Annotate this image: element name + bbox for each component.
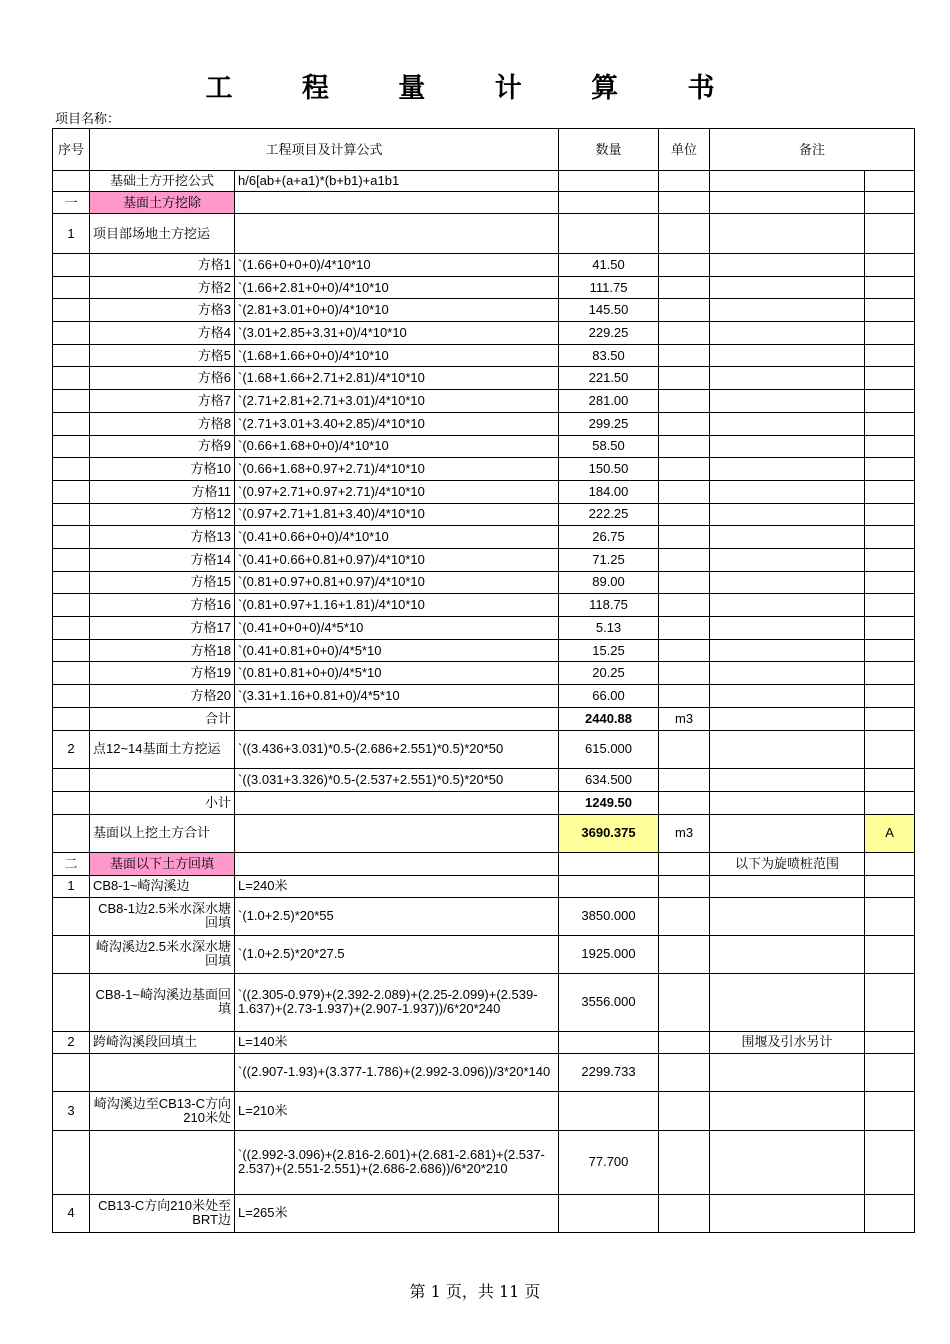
grid-label: 方格16 xyxy=(90,594,235,617)
grid-qty: 118.75 xyxy=(559,594,659,617)
item-name: 项目部场地土方挖运 xyxy=(90,214,235,254)
fill-row xyxy=(53,897,915,935)
grid-qty: 41.50 xyxy=(559,254,659,277)
item-row xyxy=(53,214,915,254)
calculation-table xyxy=(52,128,915,1233)
header-unit: 单位 xyxy=(659,129,710,171)
grid-qty: 20.25 xyxy=(559,662,659,685)
grid-label: 方格4 xyxy=(90,322,235,345)
grid-formula: `(0.81+0.97+0.81+0.97)/4*10*10 xyxy=(235,571,559,594)
fill-row xyxy=(53,1053,915,1091)
grid-label: 方格7 xyxy=(90,390,235,413)
grid-row xyxy=(53,322,915,345)
grid-formula: `(1.68+1.66+2.71+2.81)/4*10*10 xyxy=(235,367,559,390)
fill-formula: `((2.992-3.096)+(2.816-2.601)+(2.681-2.681)+(2.537-2.537)+(2.551-2.551)+(2.686-2.686))/6*20*210 xyxy=(235,1130,559,1194)
grid-formula: `(3.01+2.85+3.31+0)/4*10*10 xyxy=(235,322,559,345)
item-row xyxy=(53,730,915,768)
fill-qty: 1925.000 xyxy=(559,935,659,973)
section-note: 以下为旋喷桩范围 xyxy=(710,852,865,875)
grid-label: 方格19 xyxy=(90,662,235,685)
grid-formula: `(1.66+2.81+0+0)/4*10*10 xyxy=(235,276,559,299)
fill-length: L=140米 xyxy=(235,1031,559,1053)
grid-formula: `(3.31+1.16+0.81+0)/4*5*10 xyxy=(235,685,559,708)
section-row xyxy=(53,852,915,875)
grid-qty: 111.75 xyxy=(559,276,659,299)
section-no: 二 xyxy=(53,852,90,875)
header-qty: 数量 xyxy=(559,129,659,171)
grid-row xyxy=(53,458,915,481)
fill-row xyxy=(53,935,915,973)
grid-row xyxy=(53,503,915,526)
grid-label: 方格14 xyxy=(90,548,235,571)
grid-qty: 229.25 xyxy=(559,322,659,345)
grid-label: 方格11 xyxy=(90,480,235,503)
grid-qty: 66.00 xyxy=(559,685,659,708)
formula-label: 基础土方开挖公式 xyxy=(90,171,235,192)
grid-label: 方格3 xyxy=(90,299,235,322)
grid-qty: 150.50 xyxy=(559,458,659,481)
fill-formula: `((2.305-0.979)+(2.392-2.089)+(2.25-2.099)+(2.539-1.637)+(2.73-1.937)+(2.907-1.937))/6*20*240 xyxy=(235,973,559,1031)
grid-formula: `(2.71+2.81+2.71+3.01)/4*10*10 xyxy=(235,390,559,413)
grid-qty: 221.50 xyxy=(559,367,659,390)
fill-qty: 77.700 xyxy=(559,1130,659,1194)
item-formula: `((3.436+3.031)*0.5-(2.686+2.551)*0.5)*20*50 xyxy=(235,730,559,768)
fill-formula: `(1.0+2.5)*20*27.5 xyxy=(235,935,559,973)
grid-row xyxy=(53,276,915,299)
grid-row xyxy=(53,662,915,685)
formula-row xyxy=(53,171,915,192)
grid-qty: 89.00 xyxy=(559,571,659,594)
header-item: 工程项目及计算公式 xyxy=(90,129,559,171)
grid-formula: `(2.81+3.01+0+0)/4*10*10 xyxy=(235,299,559,322)
grid-formula: `(0.41+0.66+0+0)/4*10*10 xyxy=(235,526,559,549)
grid-formula: `(0.41+0+0+0)/4*5*10 xyxy=(235,617,559,640)
grid-row xyxy=(53,548,915,571)
page-footer: 第 1 页，共 11 页 xyxy=(409,1282,541,1301)
grid-qty: 58.50 xyxy=(559,435,659,458)
grid-row xyxy=(53,412,915,435)
grid-label: 方格1 xyxy=(90,254,235,277)
fill-formula: `((2.907-1.93)+(3.377-1.786)+(2.992-3.096))/3*20*140 xyxy=(235,1053,559,1091)
grid-formula: `(0.81+0.97+1.16+1.81)/4*10*10 xyxy=(235,594,559,617)
fill-row xyxy=(53,1031,915,1053)
item-no: 1 xyxy=(53,214,90,254)
formula-text: h/6[ab+(a+a1)*(b+b1)+a1b1 xyxy=(235,171,559,192)
item-formula: `((3.031+3.326)*0.5-(2.537+2.551)*0.5)*20*50 xyxy=(235,768,559,791)
subtotal-row xyxy=(53,791,915,814)
total-qty: 2440.88 xyxy=(559,707,659,730)
grid-qty: 281.00 xyxy=(559,390,659,413)
fill-qty: 3850.000 xyxy=(559,897,659,935)
fill-name: 跨崎沟溪段回填土 xyxy=(90,1031,235,1053)
fill-note: 围堰及引水另计 xyxy=(710,1031,865,1053)
grid-row xyxy=(53,299,915,322)
grid-row xyxy=(53,480,915,503)
section-title: 基面以下土方回填 xyxy=(90,852,235,875)
section-no: 一 xyxy=(53,192,90,214)
grid-row xyxy=(53,344,915,367)
item-qty: 615.000 xyxy=(559,730,659,768)
grid-formula: `(1.68+1.66+0+0)/4*10*10 xyxy=(235,344,559,367)
fill-length: L=240米 xyxy=(235,875,559,897)
grid-row xyxy=(53,390,915,413)
grid-label: 方格10 xyxy=(90,458,235,481)
fill-length: L=265米 xyxy=(235,1194,559,1232)
fill-row xyxy=(53,1091,915,1130)
grid-row xyxy=(53,526,915,549)
header-row xyxy=(53,129,915,171)
grid-qty: 222.25 xyxy=(559,503,659,526)
grid-qty: 15.25 xyxy=(559,639,659,662)
grand-total-qty: 3690.375 xyxy=(559,814,659,852)
project-name-label: 项目名称： xyxy=(55,112,121,127)
fill-formula: `(1.0+2.5)*20*55 xyxy=(235,897,559,935)
fill-row xyxy=(53,1130,915,1194)
fill-name: 崎沟溪边至CB13-C方向210米处 xyxy=(90,1091,235,1130)
grid-qty: 5.13 xyxy=(559,617,659,640)
grid-label: 方格6 xyxy=(90,367,235,390)
fill-row xyxy=(53,973,915,1031)
grand-total-label: 基面以上挖土方合计 xyxy=(90,814,235,852)
grid-formula: `(2.71+3.01+3.40+2.85)/4*10*10 xyxy=(235,412,559,435)
total-unit: m3 xyxy=(659,707,710,730)
grid-row xyxy=(53,254,915,277)
subtotal-qty: 1249.50 xyxy=(559,791,659,814)
grid-label: 方格13 xyxy=(90,526,235,549)
item-row xyxy=(53,768,915,791)
grid-formula: `(0.41+0.66+0.81+0.97)/4*10*10 xyxy=(235,548,559,571)
grid-row xyxy=(53,594,915,617)
grid-row xyxy=(53,617,915,640)
grid-row xyxy=(53,685,915,708)
grid-formula: `(0.97+2.71+1.81+3.40)/4*10*10 xyxy=(235,503,559,526)
total-label: 合计 xyxy=(90,707,235,730)
grand-total-flag: A xyxy=(865,814,915,852)
section-title: 基面土方挖除 xyxy=(90,192,235,214)
fill-no: 4 xyxy=(53,1194,90,1232)
grid-formula: `(0.81+0.81+0+0)/4*5*10 xyxy=(235,662,559,685)
grid-row xyxy=(53,435,915,458)
grid-label: 方格8 xyxy=(90,412,235,435)
fill-name: CB8-1~崎沟溪边 xyxy=(90,875,235,897)
fill-qty: 2299.733 xyxy=(559,1053,659,1091)
section-row xyxy=(53,192,915,214)
grid-formula: `(1.66+0+0+0)/4*10*10 xyxy=(235,254,559,277)
item-no: 2 xyxy=(53,730,90,768)
grid-label: 方格20 xyxy=(90,685,235,708)
grand-total-unit: m3 xyxy=(659,814,710,852)
grid-formula: `(0.41+0.81+0+0)/4*5*10 xyxy=(235,639,559,662)
fill-qty: 3556.000 xyxy=(559,973,659,1031)
grid-label: 方格17 xyxy=(90,617,235,640)
fill-row xyxy=(53,875,915,897)
fill-no: 1 xyxy=(53,875,90,897)
grand-total-row xyxy=(53,814,915,852)
grid-qty: 71.25 xyxy=(559,548,659,571)
grid-formula: `(0.66+1.68+0.97+2.71)/4*10*10 xyxy=(235,458,559,481)
grid-row xyxy=(53,367,915,390)
fill-no: 2 xyxy=(53,1031,90,1053)
grid-formula: `(0.66+1.68+0+0)/4*10*10 xyxy=(235,435,559,458)
grid-qty: 26.75 xyxy=(559,526,659,549)
grid-row xyxy=(53,571,915,594)
fill-name: CB13-C方向210米处至BRT边 xyxy=(90,1194,235,1232)
grid-formula: `(0.97+2.71+0.97+2.71)/4*10*10 xyxy=(235,480,559,503)
grid-label: 方格12 xyxy=(90,503,235,526)
grid-label: 方格2 xyxy=(90,276,235,299)
item-name: 点12~14基面土方挖运 xyxy=(90,730,235,768)
grid-qty: 83.50 xyxy=(559,344,659,367)
item-qty: 634.500 xyxy=(559,768,659,791)
fill-no: 3 xyxy=(53,1091,90,1130)
grid-label: 方格18 xyxy=(90,639,235,662)
grid-row xyxy=(53,639,915,662)
grid-label: 方格5 xyxy=(90,344,235,367)
header-note: 备注 xyxy=(710,129,915,171)
grid-label: 方格9 xyxy=(90,435,235,458)
grid-qty: 299.25 xyxy=(559,412,659,435)
fill-label: CB8-1边2.5米水深水塘回填 xyxy=(90,897,235,935)
fill-label: 崎沟溪边2.5米水深水塘回填 xyxy=(90,935,235,973)
fill-row xyxy=(53,1194,915,1232)
header-no: 序号 xyxy=(53,129,90,171)
page-title: 工 程 量 计 算 书 xyxy=(205,73,745,104)
fill-length: L=210米 xyxy=(235,1091,559,1130)
grid-qty: 184.00 xyxy=(559,480,659,503)
fill-label: CB8-1~崎沟溪边基面回填 xyxy=(90,973,235,1031)
subtotal-label: 小计 xyxy=(90,791,235,814)
grid-label: 方格15 xyxy=(90,571,235,594)
grid-qty: 145.50 xyxy=(559,299,659,322)
total-row xyxy=(53,707,915,730)
